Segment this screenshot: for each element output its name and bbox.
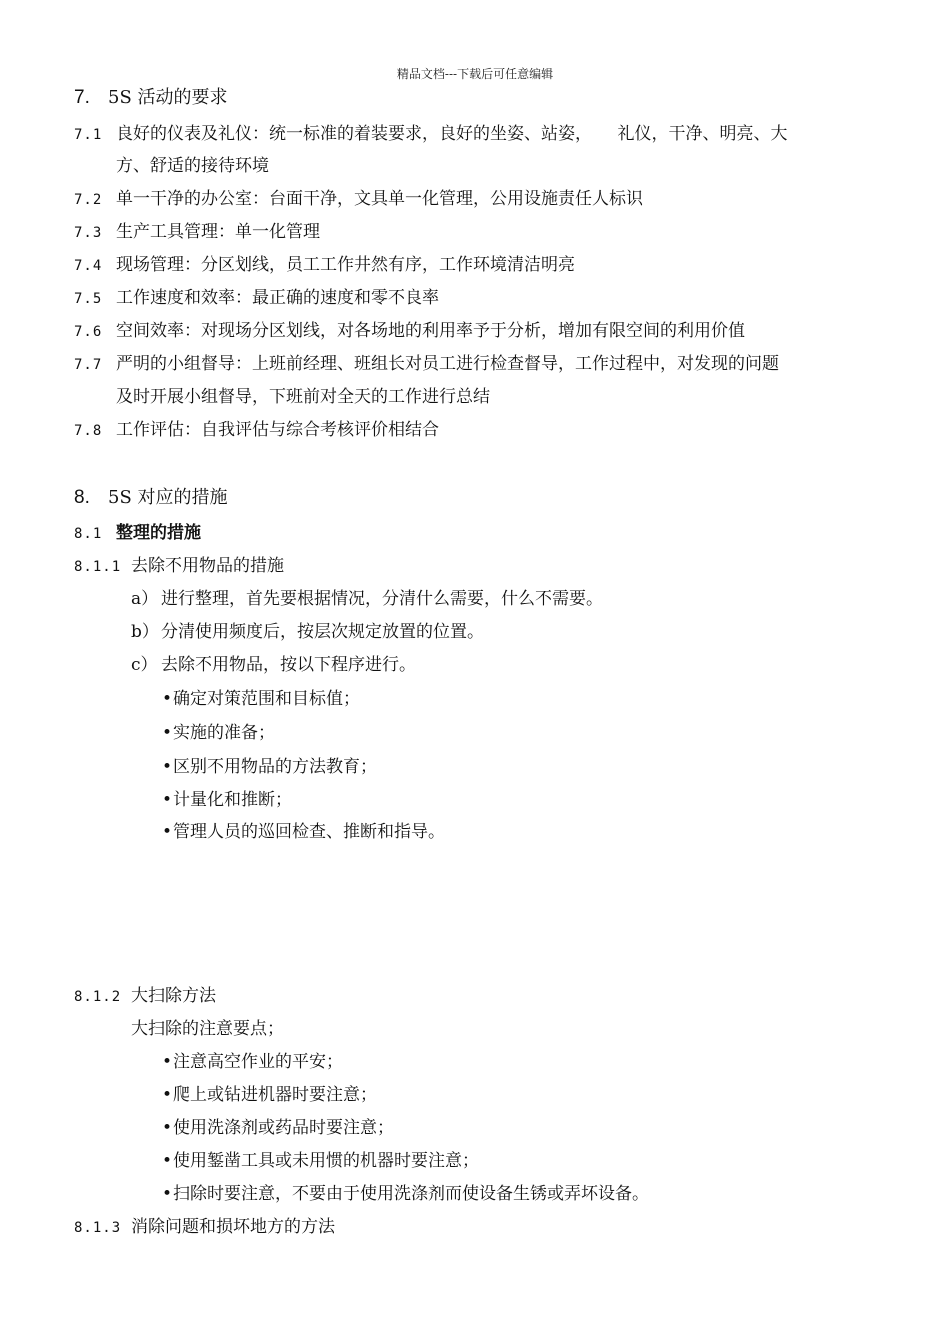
section-7-heading: [74, 86, 228, 110]
section-8-title: 5S 对应的措施: [108, 487, 228, 508]
bullet-item: •区别不用物品的方法教育；: [161, 757, 377, 777]
subsection-8-1-2: 8.1.2 大扫除方法: [74, 986, 216, 1006]
item-7-3: 7.3 生产工具管理：单一化管理: [74, 222, 320, 242]
section-8-heading: [74, 486, 228, 510]
item-7-4: 7.4 现场管理：分区划线，员工工作井然有序，工作环境清洁明亮: [74, 255, 575, 275]
bullet-item: •使用洗涤剂或药品时要注意；: [161, 1118, 394, 1138]
list-item-c: c） 去除不用物品，按以下程序进行。: [131, 655, 416, 675]
item-7-7: 7.7 严明的小组督导：上班前经理、班组长对员工进行检查督导，工作过程中，对发现的问题: [74, 354, 779, 374]
item-7-1-continued: 方、舒适的接待环境: [116, 156, 269, 176]
bullet-item: •计量化和推断；: [161, 790, 292, 810]
item-7-6: 7.6 空间效率：对现场分区划线，对各场地的利用率予于分析，增加有限空间的利用价值: [74, 321, 745, 341]
bullet-icon: •: [161, 689, 173, 709]
bullet-icon: •: [161, 1151, 173, 1171]
bullet-icon: •: [161, 1118, 173, 1138]
section-8-number: 8.: [74, 487, 90, 508]
item-7-5: 7.5 工作速度和效率：最正确的速度和零不良率: [74, 288, 439, 308]
subsection-8-1: 8.1 整理的措施: [74, 523, 201, 543]
bullet-item: •确定对策范围和目标值；: [161, 689, 360, 709]
bullet-icon: •: [161, 822, 173, 842]
item-7-7-continued: 及时开展小组督导，下班前对全天的工作进行总结: [116, 387, 490, 407]
list-item-a: a） 进行整理，首先要根据情况，分清什么需要，什么不需要。: [131, 589, 603, 609]
bullet-icon: •: [161, 1085, 173, 1105]
subsection-8-1-title: 整理的措施: [116, 523, 201, 543]
bullet-icon: •: [161, 790, 173, 810]
bullet-item: •注意高空作业的平安；: [161, 1052, 343, 1072]
bullet-item: •爬上或钻进机器时要注意；: [161, 1085, 377, 1105]
list-item-b: b） 分清使用频度后，按层次规定放置的位置。: [131, 622, 484, 642]
section-7-number: 7.: [74, 87, 90, 108]
item-7-8: 7.8 工作评估：自我评估与综合考核评价相结合: [74, 420, 439, 440]
bullet-icon: •: [161, 1184, 173, 1204]
page-header: 精品文档---下载后可任意编辑: [396, 67, 554, 81]
bullet-item: •扫除时要注意，不要由于使用洗涤剂而使设备生锈或弄坏设备。: [161, 1184, 649, 1204]
subsection-8-1-1: 8.1.1 去除不用物品的措施: [74, 556, 284, 576]
bullet-icon: •: [161, 757, 173, 777]
bullet-icon: •: [161, 1052, 173, 1072]
bullet-icon: •: [161, 723, 173, 743]
bullet-item: •管理人员的巡回检查、推断和指导。: [161, 822, 445, 842]
section-7-title: 5S 活动的要求: [108, 87, 228, 108]
subsection-8-1-3: 8.1.3 消除问题和损坏地方的方法: [74, 1217, 335, 1237]
item-7-2: 7.2 单一干净的办公室：台面干净，文具单一化管理，公用设施责任人标识: [74, 189, 643, 209]
bullet-item: •使用錾凿工具或未用惯的机器时要注意；: [161, 1151, 479, 1171]
bullet-item: •实施的准备；: [161, 723, 275, 743]
item-7-1: 7.1 良好的仪表及礼仪：统一标准的着装要求，良好的坐姿、站姿， 礼仪，干净、明亮、大: [74, 124, 788, 144]
subsection-8-1-2-intro: 大扫除的注意要点；: [131, 1019, 284, 1039]
